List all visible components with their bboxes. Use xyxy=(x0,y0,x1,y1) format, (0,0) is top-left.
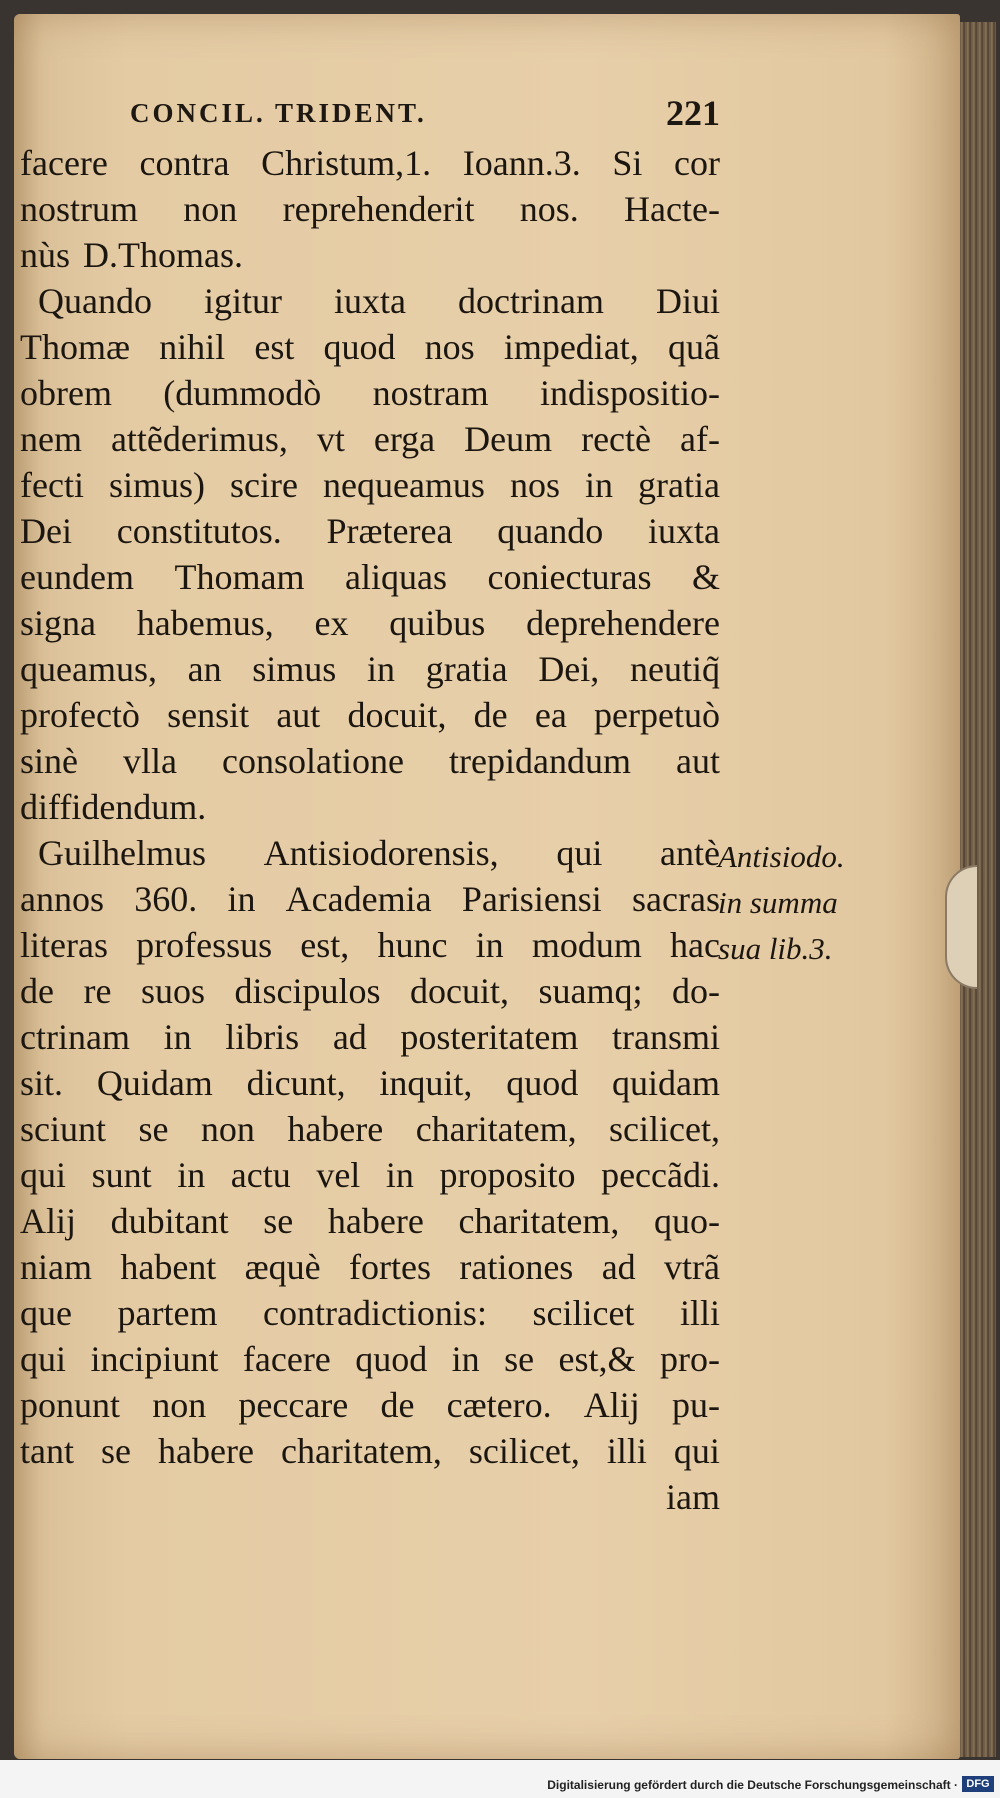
text-line: signa habemus, ex quibus deprehendere xyxy=(20,603,720,643)
dfg-logo: DFG xyxy=(962,1776,994,1792)
text-line: obrem (dummodò nostram indispositio- xyxy=(20,373,720,413)
text-line: queamus, an simus in gratia Dei, neutiq̃ xyxy=(20,649,720,689)
text-line: Dei constitutos. Præterea quando iuxta xyxy=(20,511,720,551)
page-number: 221 xyxy=(666,93,720,133)
text-line: fecti simus) scire nequeamus nos in gratia xyxy=(20,465,720,505)
text-line: qui sunt in actu vel in proposito peccãdi. xyxy=(20,1155,720,1195)
text-line: que partem contradictionis: scilicet illi xyxy=(20,1293,720,1333)
text-line: annos 360. in Academia Parisiensi sacras xyxy=(20,879,720,919)
text-line: sinè vlla consolatione trepidandum aut xyxy=(20,741,720,781)
catchword: iam xyxy=(666,1477,720,1517)
text-line: nùs D.Thomas. xyxy=(20,235,243,275)
text-line: de re suos discipulos docuit, suamq; do- xyxy=(20,971,720,1011)
marginal-note xyxy=(718,834,898,972)
text-line: ponunt non peccare de cætero. Alij pu- xyxy=(20,1385,720,1425)
text-line: eundem Thomam aliquas coniecturas & xyxy=(20,557,720,597)
text-line: facere contra Christum,1. Ioann.3. Si cor xyxy=(20,143,720,183)
page-header xyxy=(130,93,720,142)
text-line: ctrinam in libris ad posteritatem transmi xyxy=(20,1017,720,1057)
text-line: niam habent æquè fortes rationes ad vtrã xyxy=(20,1247,720,1287)
text-line: tant se habere charitatem, scilicet, illi qui xyxy=(20,1431,720,1471)
text-line: Alij dubitant se habere charitatem, quo- xyxy=(20,1201,720,1241)
digitization-credit: Digitalisierung gefördert durch die Deutsche Forschungsgemeinschaft · xyxy=(547,1778,958,1792)
text-line: Quando igitur iuxta doctrinam Diui xyxy=(38,281,720,321)
text-line: qui incipiunt facere quod in se est,& pro- xyxy=(20,1339,720,1379)
marginal-note-line: in summa xyxy=(718,885,838,920)
text-line: sciunt se non habere charitatem, scilicet, xyxy=(20,1109,720,1149)
marginal-note-line: Antisiodo. xyxy=(718,839,845,874)
text-line: nem attẽderimus, vt erga Deum rectè af- xyxy=(20,419,720,459)
text-line: Thomæ nihil est quod nos impediat, quã xyxy=(20,327,720,367)
text-line: nostrum non reprehenderit nos. Hacte- xyxy=(20,189,720,229)
marginal-note-line: sua lib.3. xyxy=(718,931,833,966)
body-text xyxy=(20,140,720,1520)
text-line: profectò sensit aut docuit, de ea perpetuò xyxy=(20,695,720,735)
thumb-index-tab xyxy=(945,865,977,989)
text-line: Guilhelmus Antisiodorensis, qui antè xyxy=(38,833,720,873)
text-line: literas professus est, hunc in modum hac xyxy=(20,925,720,965)
text-line: sit. Quidam dicunt, inquit, quod quidam xyxy=(20,1063,720,1103)
text-line: diffidendum. xyxy=(20,787,207,827)
running-title: CONCIL. TRIDENT. xyxy=(130,98,427,128)
